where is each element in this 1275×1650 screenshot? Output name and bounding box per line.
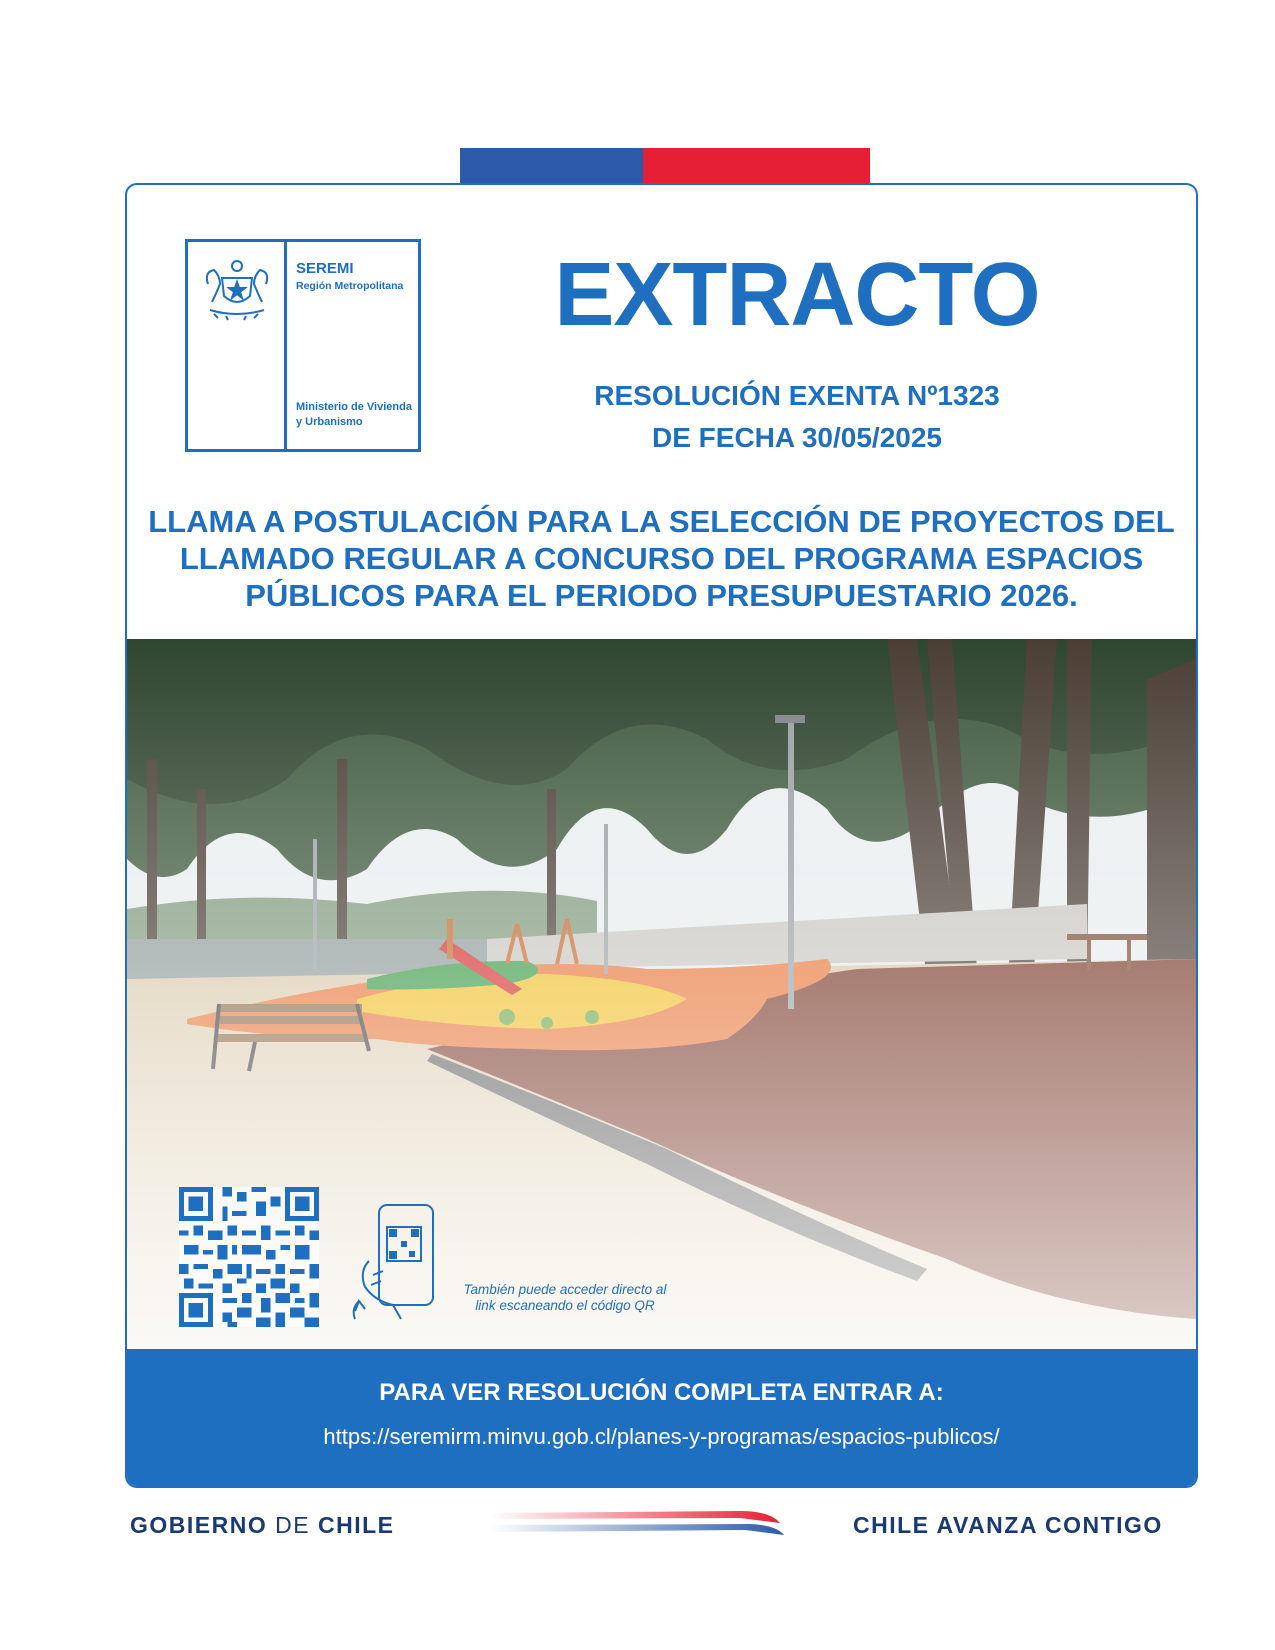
logo-divider: [284, 242, 287, 449]
gov-word-2: DE: [275, 1512, 311, 1538]
phone-scan-icon: [349, 1201, 453, 1325]
call-description: [147, 503, 1176, 614]
flag-swoosh-icon: [490, 1505, 790, 1545]
resolution-number: RESOLUCIÓN EXENTA Nº1323: [594, 380, 1000, 411]
seremi-logo: [185, 239, 421, 452]
seremi-label: SEREMI: [296, 260, 354, 277]
chile-avanza-contigo-slogan: CHILE AVANZA CONTIGO: [853, 1512, 1163, 1538]
qr-note-line-2: link escaneando el código QR: [475, 1298, 655, 1313]
flag-red-segment: [643, 148, 870, 184]
resolution-date: DE FECHA 30/05/2025: [652, 422, 942, 453]
resolution-link-band: [127, 1349, 1196, 1486]
qr-note-line-1: También puede acceder directo al: [463, 1282, 667, 1297]
cta-text: PARA VER RESOLUCIÓN COMPLETA ENTRAR A:: [379, 1379, 944, 1406]
resolution-url-link[interactable]: https://seremirm.minvu.gob.cl/planes-y-programas/espacios-publicos/: [323, 1424, 1000, 1449]
call-line-1: LLAMA A POSTULACIÓN PARA LA SELECCIÓN DE PROYECTOS DEL: [148, 504, 1175, 539]
chile-coat-of-arms-icon: [200, 254, 274, 324]
ministry-label: Ministerio de Vivienda y Urbanismo: [296, 401, 412, 428]
call-line-3: PÚBLICOS PARA EL PERIODO PRESUPUESTARIO 2026.: [245, 578, 1078, 613]
page-title: EXTRACTO: [554, 245, 1040, 345]
gov-word-3: CHILE: [317, 1512, 395, 1538]
flag-blue-segment: [460, 148, 643, 184]
notice-frame: [125, 183, 1198, 1488]
call-line-2: LLAMADO REGULAR A CONCURSO DEL PROGRAMA ESPACIOS: [179, 541, 1144, 576]
gobierno-de-chile-brand: [130, 1512, 394, 1539]
flag-color-bar: [460, 148, 870, 184]
region-label: Región Metropolitana: [296, 280, 404, 292]
qr-instruction: [445, 1282, 685, 1314]
qr-code-icon: [179, 1187, 319, 1327]
gov-word-1: GOBIERNO: [130, 1512, 268, 1538]
resolution-reference: [487, 375, 1107, 459]
